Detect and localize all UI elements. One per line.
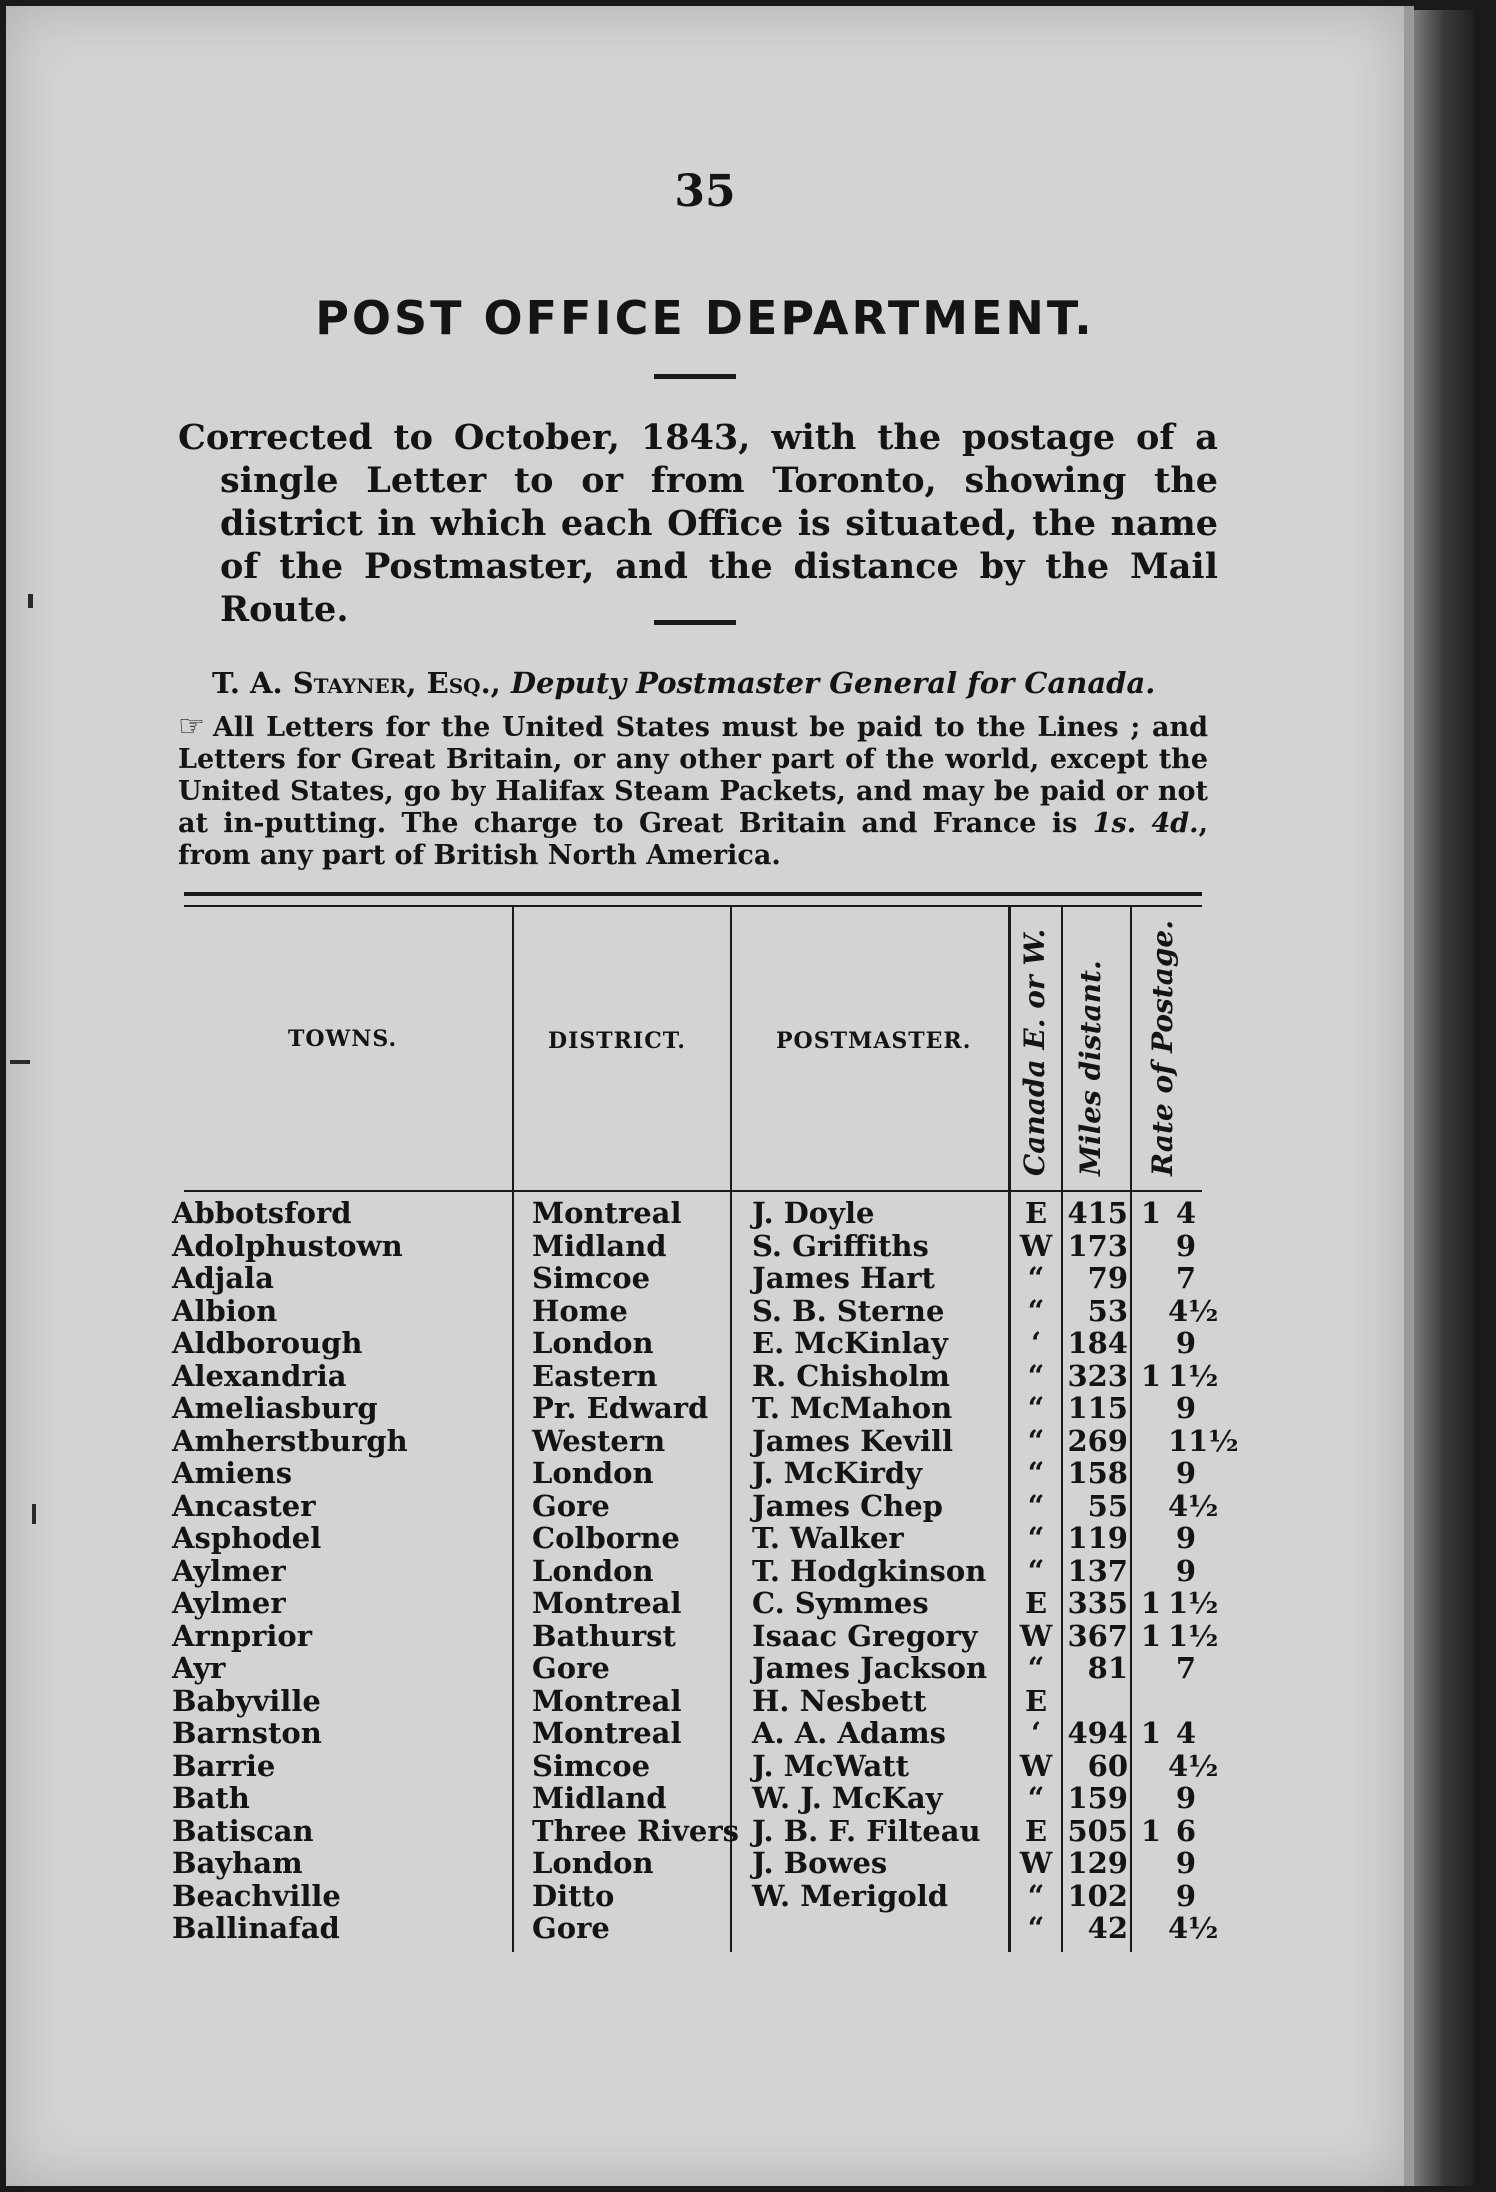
table-row <box>6 1391 1404 1423</box>
district-cell: Ditto <box>532 1878 615 1913</box>
rate-pence-cell: 9 <box>1175 1228 1197 1263</box>
district-cell: Montreal <box>532 1586 682 1620</box>
page-edge <box>1414 10 1474 2186</box>
canada-cell: E <box>1024 1196 1048 1230</box>
rate-pence-cell: 1½ <box>1168 1618 1219 1653</box>
table-row <box>6 1196 1404 1228</box>
postmaster-cell: T. Hodgkinson <box>752 1553 987 1588</box>
district-cell: Pr. Edward <box>532 1391 709 1425</box>
canada-cell: “ <box>1027 1456 1045 1490</box>
table-row <box>6 1911 1404 1943</box>
officer-title: Deputy Postmaster General for Canada. <box>510 666 1156 700</box>
miles-cell: 115 <box>1067 1391 1128 1425</box>
canada-cell: W <box>1019 1748 1053 1783</box>
canada-cell: “ <box>1027 1488 1045 1523</box>
miles-cell: 367 <box>1067 1618 1128 1653</box>
table-row <box>6 1424 1404 1456</box>
rate-pence-cell: 4½ <box>1168 1293 1219 1328</box>
canada-cell: “ <box>1027 1261 1045 1295</box>
town-cell: Ayr <box>172 1651 226 1685</box>
miles-cell: 184 <box>1067 1326 1128 1360</box>
rate-pence-cell: 9 <box>1175 1846 1197 1880</box>
town-cell: Abbotsford <box>172 1196 352 1230</box>
postmaster-cell: J. McKirdy <box>752 1456 923 1490</box>
table-row <box>6 1619 1404 1651</box>
miles-cell: 173 <box>1067 1228 1128 1263</box>
miles-cell: 53 <box>1087 1293 1128 1328</box>
town-cell: Aylmer <box>172 1586 286 1620</box>
rate-pence-cell: 9 <box>1175 1521 1197 1555</box>
table-row <box>6 1651 1404 1683</box>
postmaster-cell: T. McMahon <box>752 1391 953 1425</box>
postmaster-cell: T. Walker <box>752 1521 904 1555</box>
header-canada: Canada E. or W. <box>1018 928 1051 1176</box>
rate-pence-cell: 4½ <box>1168 1748 1219 1783</box>
district-cell: London <box>532 1456 654 1490</box>
miles-cell: 323 <box>1067 1358 1128 1393</box>
miles-cell: 81 <box>1087 1651 1128 1685</box>
district-cell: Montreal <box>532 1196 682 1230</box>
town-cell: Batiscan <box>172 1813 314 1848</box>
table-row <box>6 1879 1404 1911</box>
table-row <box>6 1456 1404 1488</box>
postmaster-cell: W. Merigold <box>752 1878 949 1913</box>
district-cell: Montreal <box>532 1716 682 1750</box>
canada-cell: “ <box>1027 1553 1045 1588</box>
town-cell: Babyville <box>172 1683 321 1718</box>
table-row <box>6 1749 1404 1781</box>
miles-cell: 119 <box>1067 1521 1128 1555</box>
miles-cell: 60 <box>1087 1748 1128 1783</box>
notice-paragraph <box>178 711 1208 872</box>
rate-pence-cell: 9 <box>1175 1878 1197 1913</box>
rate-pence-cell: 4½ <box>1168 1488 1219 1523</box>
canada-cell: ‘ <box>1030 1326 1042 1360</box>
district-cell: Gore <box>532 1911 610 1945</box>
district-cell: Home <box>532 1293 628 1328</box>
town-cell: Ancaster <box>172 1488 316 1523</box>
pointing-hand-icon: ☞ <box>178 709 205 744</box>
rate-pence-cell: 6 <box>1175 1813 1197 1848</box>
district-cell: Colborne <box>532 1521 680 1555</box>
town-cell: Beachville <box>172 1878 341 1913</box>
heading-rule <box>654 374 736 379</box>
district-cell: Bathurst <box>532 1618 676 1653</box>
miles-cell: 335 <box>1067 1586 1128 1620</box>
district-cell: Midland <box>532 1781 667 1815</box>
postmaster-cell: J. Doyle <box>752 1196 875 1230</box>
table-row <box>6 1359 1404 1391</box>
town-cell: Arnprior <box>172 1618 313 1653</box>
district-cell: Gore <box>532 1651 610 1685</box>
notice-charge: 1s. 4d. <box>1092 808 1199 839</box>
postmaster-cell: S. B. Sterne <box>752 1293 945 1328</box>
table-row <box>6 1489 1404 1521</box>
table-top-rule <box>184 892 1202 907</box>
header-bottom-rule <box>184 1190 1202 1192</box>
canada-cell: ‘ <box>1030 1716 1042 1750</box>
canada-cell: E <box>1024 1813 1048 1848</box>
rate-pence-cell: 9 <box>1175 1781 1197 1815</box>
table-row <box>6 1781 1404 1813</box>
town-cell: Bayham <box>172 1846 303 1880</box>
miles-cell: 269 <box>1067 1423 1128 1458</box>
canada-cell: “ <box>1027 1293 1045 1328</box>
canada-cell: E <box>1024 1683 1048 1718</box>
miles-cell: 55 <box>1087 1488 1128 1523</box>
header-towns: TOWNS. <box>288 1026 398 1052</box>
district-cell: London <box>532 1326 654 1360</box>
intro-rule <box>654 620 736 625</box>
miles-cell: 158 <box>1067 1456 1128 1490</box>
canada-cell: W <box>1019 1846 1053 1880</box>
miles-cell: 505 <box>1067 1813 1128 1848</box>
town-cell: Ballinafad <box>172 1911 340 1945</box>
canada-cell: “ <box>1027 1423 1045 1458</box>
rate-shillings-cell: 1 <box>1140 1196 1162 1230</box>
town-cell: Aylmer <box>172 1553 286 1588</box>
town-cell: Alexandria <box>172 1358 347 1393</box>
page-number: 35 <box>674 166 736 217</box>
intro-text: Corrected to October, 1843, with the postage of a single Letter to or from Toronto, showing the district in which each Office is situated, the name of the Postmaster, and the distance by the Mail Route. <box>178 417 1218 630</box>
officer-line <box>212 666 1212 700</box>
officer-name: T. A. Stayner, Esq., <box>212 666 501 700</box>
town-cell: Barnston <box>172 1716 322 1750</box>
canada-cell: E <box>1024 1586 1048 1620</box>
table-row <box>6 1846 1404 1878</box>
postmaster-cell: J. McWatt <box>752 1748 910 1783</box>
postmaster-cell: R. Chisholm <box>752 1358 950 1393</box>
table-row <box>6 1684 1404 1716</box>
rate-shillings-cell: 1 <box>1140 1618 1162 1653</box>
header-miles: Miles distant. <box>1074 960 1107 1176</box>
scan-mark <box>32 1504 36 1524</box>
postmaster-cell: C. Symmes <box>752 1586 929 1620</box>
district-cell: Three Rivers <box>532 1813 739 1848</box>
district-cell: London <box>532 1846 654 1880</box>
rate-pence-cell: 1½ <box>1168 1586 1219 1620</box>
rate-pence-cell: 4 <box>1175 1196 1197 1230</box>
header-rate: Rate of Postage. <box>1146 920 1179 1176</box>
miles-cell: 415 <box>1067 1196 1128 1230</box>
rate-pence-cell: 7 <box>1175 1261 1197 1295</box>
rate-pence-cell: 1½ <box>1168 1358 1219 1393</box>
postmaster-cell: James Hart <box>752 1261 935 1295</box>
table-row <box>6 1586 1404 1618</box>
table-row <box>6 1814 1404 1846</box>
table-row <box>6 1229 1404 1261</box>
table-row <box>6 1326 1404 1358</box>
town-cell: Barrie <box>172 1748 276 1783</box>
postmaster-cell: H. Nesbett <box>752 1683 927 1718</box>
miles-cell: 102 <box>1067 1878 1128 1913</box>
page <box>6 6 1414 2186</box>
postmaster-cell: James Jackson <box>752 1651 988 1685</box>
town-cell: Aldborough <box>172 1326 363 1360</box>
rate-pence-cell: 7 <box>1175 1651 1197 1685</box>
table-row <box>6 1716 1404 1748</box>
miles-cell: 494 <box>1067 1716 1128 1750</box>
rate-shillings-cell: 1 <box>1140 1716 1162 1750</box>
miles-cell: 159 <box>1067 1781 1128 1815</box>
district-cell: London <box>532 1553 654 1588</box>
page-heading: POST OFFICE DEPARTMENT. <box>315 291 1095 345</box>
scan-mark <box>10 1060 30 1064</box>
miles-cell: 42 <box>1087 1911 1128 1945</box>
postmaster-cell: E. McKinlay <box>752 1326 949 1360</box>
district-cell: Midland <box>532 1228 667 1263</box>
town-cell: Adolphustown <box>172 1228 403 1263</box>
district-cell: Eastern <box>532 1358 658 1393</box>
table-row <box>6 1294 1404 1326</box>
postmaster-cell: A. A. Adams <box>752 1716 946 1750</box>
district-cell: Western <box>532 1423 666 1458</box>
miles-cell: 137 <box>1067 1553 1128 1588</box>
postmaster-cell: Isaac Gregory <box>752 1618 978 1653</box>
rate-pence-cell: 9 <box>1175 1553 1197 1588</box>
rate-pence-cell: 9 <box>1175 1391 1197 1425</box>
district-cell: Montreal <box>532 1683 682 1718</box>
canada-cell: W <box>1019 1618 1053 1653</box>
town-cell: Amherstburgh <box>172 1423 408 1458</box>
canada-cell: “ <box>1027 1651 1045 1685</box>
canada-cell: “ <box>1027 1781 1045 1815</box>
canada-cell: W <box>1019 1228 1053 1263</box>
rate-shillings-cell: 1 <box>1140 1813 1162 1848</box>
postmaster-cell: W. J. McKay <box>752 1781 943 1815</box>
town-cell: Albion <box>172 1293 278 1328</box>
notice-text-end: , from any part of British North America. <box>178 808 1208 871</box>
postmaster-cell: James Kevill <box>752 1423 953 1458</box>
town-cell: Asphodel <box>172 1521 322 1555</box>
scan-mark <box>28 594 33 608</box>
canada-cell: “ <box>1027 1391 1045 1425</box>
rate-shillings-cell: 1 <box>1140 1358 1162 1393</box>
canada-cell: “ <box>1027 1878 1045 1913</box>
miles-cell: 79 <box>1087 1261 1128 1295</box>
district-cell: Simcoe <box>532 1261 651 1295</box>
rate-pence-cell: 9 <box>1175 1456 1197 1490</box>
postmaster-cell: S. Griffiths <box>752 1228 929 1263</box>
canada-cell: “ <box>1027 1358 1045 1393</box>
rate-pence-cell: 9 <box>1175 1326 1197 1360</box>
town-cell: Amiens <box>172 1456 293 1490</box>
postmaster-cell: J. Bowes <box>752 1846 888 1880</box>
miles-cell: 129 <box>1067 1846 1128 1880</box>
rate-pence-cell: 4 <box>1175 1716 1197 1750</box>
town-cell: Ameliasburg <box>172 1391 378 1425</box>
intro-paragraph <box>178 416 1218 631</box>
canada-cell: “ <box>1027 1521 1045 1555</box>
header-postmaster: POSTMASTER. <box>776 1028 972 1054</box>
rate-pence-cell: 4½ <box>1168 1911 1219 1945</box>
district-cell: Simcoe <box>532 1748 651 1783</box>
postmaster-cell: J. B. F. Filteau <box>752 1813 981 1848</box>
table-row <box>6 1554 1404 1586</box>
canada-cell: “ <box>1027 1911 1045 1945</box>
district-cell: Gore <box>532 1488 610 1523</box>
rate-shillings-cell: 1 <box>1140 1586 1162 1620</box>
table-row <box>6 1521 1404 1553</box>
header-district: DISTRICT. <box>548 1028 686 1054</box>
postmaster-cell: James Chep <box>752 1488 943 1523</box>
town-cell: Adjala <box>172 1261 274 1295</box>
town-cell: Bath <box>172 1781 250 1815</box>
notice-text: All Letters for the United States must be paid to the Lines ; and Letters for Great Britain, or any other part of the world, except the United States, go by Halifax Steam Packets, and may be paid or not at in-putting. The charge to Great Britain and France is <box>178 712 1208 839</box>
rate-pence-cell: 11½ <box>1168 1423 1239 1458</box>
table-row <box>6 1261 1404 1293</box>
